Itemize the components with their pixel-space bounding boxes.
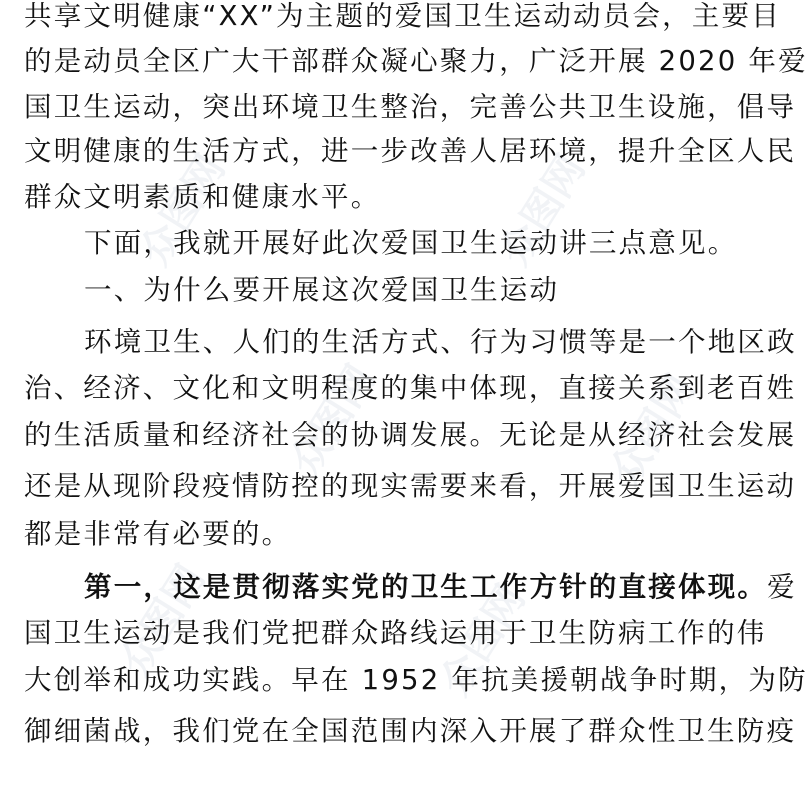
text-line: 文明健康的生活方式，进一步改善人居环境，提升全区人民 [24, 135, 797, 167]
section-heading: 一、为什么要开展这次爱国卫生运动 [84, 274, 560, 306]
bold-lead: 第一，这是贯彻落实党的卫生工作方针的直接体现。 [84, 571, 768, 603]
text-line: 群众文明素质和健康水平。 [24, 181, 381, 213]
text-line: 的是动员全区广大干部群众凝心聚力，广泛开展 2020 年爱 [24, 45, 808, 77]
text-line: 国卫生运动是我们党把群众路线运用于卫生防病工作的伟 [24, 617, 767, 649]
text-line: 环境卫生、人们的生活方式、行为习惯等是一个地区政 [84, 326, 797, 358]
text-line: 都是非常有必要的。 [24, 518, 292, 550]
text-line: 的生活质量和经济社会的协调发展。无论是从经济社会发展 [24, 419, 797, 451]
text-tail: 爱 [767, 571, 797, 603]
watermark: 众图网 [601, 367, 705, 494]
watermark: 众图网 [281, 357, 385, 484]
watermark: 众图网 [131, 147, 235, 274]
bold-paragraph-line [84, 563, 797, 611]
text-line: 国卫生运动，突出环境卫生整治，完善公共卫生设施，倡导 [24, 91, 797, 123]
text-line: 共享文明健康“XX”为主题的爱国卫生运动动员会，主要目 [24, 0, 781, 32]
watermark: 众图网 [431, 577, 535, 704]
text-line: 大创举和成功实践。早在 1952 年抗美援朝战争时期，为防 [24, 664, 808, 696]
text-line: 御细菌战，我们党在全国范围内深入开展了群众性卫生防疫 [24, 715, 797, 747]
watermark: 众图网 [111, 557, 215, 684]
text-line: 治、经济、文化和文明程度的集中体现，直接关系到老百姓 [24, 372, 797, 404]
text-line: 下面，我就开展好此次爱国卫生运动讲三点意见。 [84, 227, 738, 259]
watermark: 众图网 [491, 147, 595, 274]
text-line: 还是从现阶段疫情防控的现实需要来看，开展爱国卫生运动 [24, 470, 797, 502]
